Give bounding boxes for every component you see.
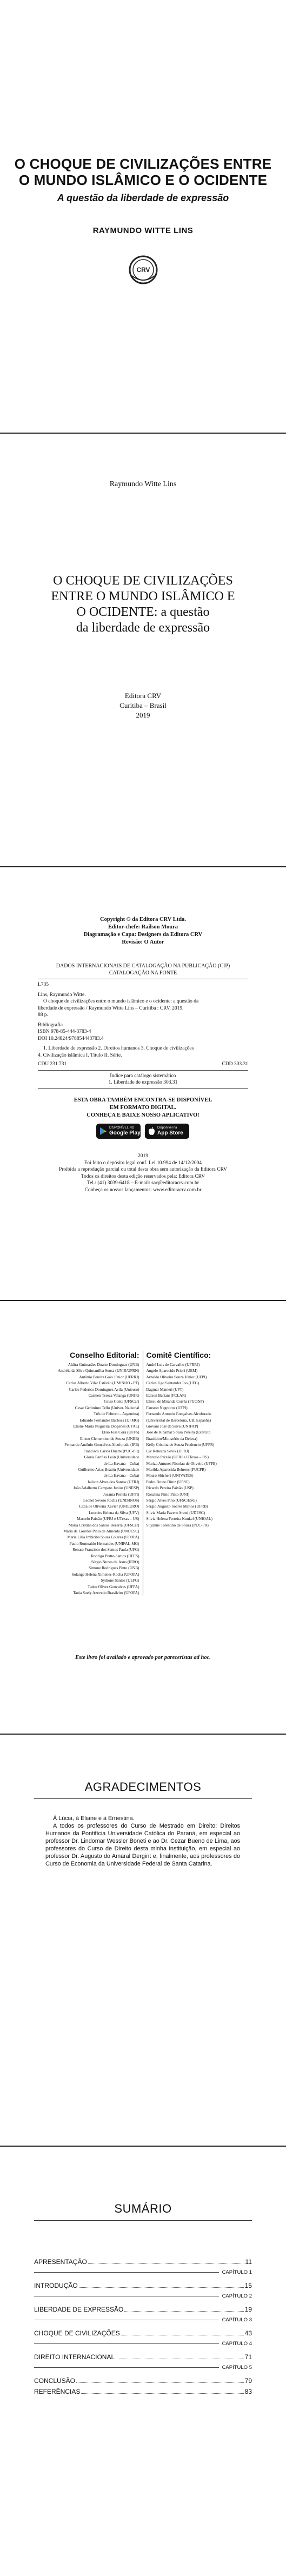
- toc-entry[interactable]: [34, 2326, 252, 2337]
- toc-chapter-divider: [34, 2289, 252, 2302]
- council-member: Carmen Tereza Velanga (UNIR): [88, 1393, 139, 1398]
- council-member: Tania Suely Azevedo Brasileiro (UFOPA): [73, 1590, 139, 1596]
- council-member: Ricardo Pereira Paixão (USP): [146, 1485, 194, 1491]
- title-page: [0, 434, 286, 866]
- title-rule: [34, 1798, 252, 1799]
- toc-chapter-divider: [34, 2361, 252, 2374]
- council-member: Lourdes Helena da Silva (UFV): [89, 1510, 139, 1515]
- council-member: Solange Helena Ximenes-Rocha (UFOPA): [71, 1571, 139, 1577]
- council-member: de La Havana – Cuba): [103, 1460, 139, 1466]
- council-member: Arnaldo Oliveira Souza Júnior (UFPI): [146, 1374, 207, 1379]
- toc-entry[interactable]: [34, 2255, 252, 2266]
- google-play-small: DISPONÍVEL NO: [109, 1126, 135, 1130]
- council-member: Mauro Sbicheri (UNIVATES): [146, 1473, 194, 1478]
- publisher-name: Editora CRV: [124, 692, 162, 700]
- cip-catalog-box: [38, 962, 248, 1091]
- chapter-rule: [34, 2272, 219, 2273]
- acknowledgements-page: [0, 1735, 286, 2146]
- chapter-number: CAPÍTULO 4: [222, 2340, 252, 2347]
- toc-leader-dots: [124, 2311, 243, 2312]
- council-member: Três de Febrero – Argentina): [94, 1411, 139, 1417]
- editorial-council: [32, 1351, 143, 1596]
- toc-entry[interactable]: [34, 2279, 252, 2289]
- cip-class-row: [38, 1061, 248, 1068]
- catalog-year: 2019: [138, 1153, 148, 1159]
- toc-entry[interactable]: [34, 2302, 252, 2313]
- council-member: Elione Maria Nogueira Diogenes (UFAL): [73, 1424, 139, 1429]
- council-member: Maria Lília Imbiriba Sousa Colares (UFOPA): [67, 1535, 139, 1540]
- cip-cdd: CDD 303.31: [222, 1061, 248, 1067]
- cover-title: [0, 156, 286, 188]
- website-line: Conheça os nossos lançamentos: www.editoracrv.com.br: [84, 1187, 202, 1193]
- title-line-4: da liberdade de expressão: [76, 621, 210, 635]
- scientific-committee: [143, 1351, 254, 1596]
- council-member: Fauston Negreiros (UFPI): [146, 1405, 188, 1410]
- toc-leader-dots: [88, 2263, 244, 2264]
- council-member: Élsio José Corá (UFFS): [101, 1430, 139, 1435]
- review-label: Revisão:: [122, 939, 143, 945]
- publisher-city: Curitiba – Brasil: [119, 701, 167, 709]
- toc-entry-page: 79: [244, 2377, 252, 2385]
- cip-entry-line: O choque de civilizações entre o mundo islâmico e o ocidente: a questão da: [43, 999, 199, 1004]
- toc-entry-page: 19: [244, 2306, 252, 2313]
- toc-entry-label: INTRODUÇÃO: [34, 2282, 78, 2289]
- title-line-2: ENTRE O MUNDO ISLÂMICO E: [51, 589, 235, 603]
- council-member: Simone Rodrigues Pinto (UNB): [89, 1565, 139, 1571]
- chapter-rule: [34, 2367, 219, 2368]
- layout-credit: Designers da Editora CRV: [137, 932, 203, 938]
- cip-bibliography: Bibliografia: [38, 1022, 63, 1028]
- app-store-small: Disponível na: [157, 1126, 177, 1130]
- council-member: Sérgio Nunes de Jesus (IFRO): [91, 1559, 139, 1564]
- council-member: Paulo Romualdo Hernandes (UNIFAL-MG): [69, 1541, 139, 1546]
- council-member: Rodrigo Pratte-Santos (UFES): [91, 1553, 139, 1558]
- council-member: Sérgio Alves Pino (UFSC/ESG): [146, 1497, 197, 1503]
- council-member: Sydione Santos (UEPG): [101, 1578, 139, 1583]
- cip-doi: DOI 10.24824/978854443783.4: [38, 1035, 104, 1041]
- toc-entry-label: REFERÊNCIAS: [34, 2388, 81, 2395]
- council-member: Brasileiro/Ministério da Defesa): [146, 1436, 197, 1441]
- chapter-number: CAPÍTULO 2: [222, 2293, 252, 2299]
- toc-entry-page: 43: [244, 2329, 252, 2337]
- google-play-button[interactable]: [96, 1124, 141, 1139]
- cip-header: DADOS INTERNACIONAIS DE CATALOGAÇÃO NA PUBLICAÇÃO (CIP) CATALOGAÇÃO NA FONTE: [56, 963, 230, 976]
- ack-paragraph: À Lúcia, à Eliane e à Ernestina.: [53, 1815, 135, 1822]
- chapter-number: CAPÍTULO 5: [222, 2364, 252, 2371]
- toc-entry-page: 71: [244, 2353, 252, 2361]
- legal-block: 2019 Foi feito o depósito legal conf. Lei 10.994 de 14/12/2004 Proibida a reprodução parcial ou total desta obra sem autorização da Editora CRV Todos os direitos desta edição reservados pela: Editora CRV Tel.: (41) 3039-6418 – E-mail: sac@editoracrv.com.br Conheça os nossos lançamentos: www.editoracrv.com.br: [0, 1153, 286, 1193]
- council-member: João Adalberto Campato Junior (UNESP): [73, 1485, 139, 1491]
- toc-leader-dots: [76, 2382, 244, 2383]
- council-member: Marcelo Paixão (UFRJ e UTexas – US): [77, 1516, 139, 1522]
- cip-rule: [38, 1088, 248, 1089]
- council-member: Jailson Alves dos Santos (UFRJ): [87, 1479, 139, 1484]
- toc-chapter-divider: [34, 2337, 252, 2350]
- cip-rule: [38, 1070, 248, 1071]
- toc-entry-label: LIBERDADE DE EXPRESSÃO: [34, 2306, 124, 2313]
- google-play-label: Google Play: [109, 1130, 141, 1136]
- council-member: Angelo Aparecido Priori (UEM): [146, 1368, 198, 1373]
- chief-editor-label: Editor-chefe:: [108, 924, 141, 930]
- council-member: Marcelo Paixão (UFRJ e UTexas – US): [146, 1455, 209, 1460]
- contact-line: Tel.: (41) 3039-6418 – E-mail: sac@editoracrv.com.br: [87, 1180, 199, 1186]
- scientific-list: [147, 1362, 254, 1528]
- scientific-committee-title: Comitê Científico:: [146, 1351, 211, 1359]
- cip-index: Índice para catálogo sistemático 1. Liberdade de expressão 303.31: [108, 1073, 178, 1085]
- council-member: Celso Conti (UFSCar): [104, 1399, 139, 1404]
- peer-review-note: Este livro foi avaliado e aprovado por pareceristas ad hoc.: [75, 1655, 211, 1661]
- toc-entry-label: DIREITO INTERNACIONAL: [34, 2353, 115, 2361]
- toc-chapter-divider: [34, 2266, 252, 2279]
- toc-leader-dots: [79, 2287, 244, 2288]
- toc-entry-page: 11: [245, 2258, 252, 2266]
- cip-body: [38, 981, 248, 1068]
- cip-subjects: 4. Civilização islâmica I. Título II. Série.: [38, 1052, 122, 1058]
- toc-entry[interactable]: [34, 2350, 252, 2361]
- cip-cdu: CDU 231.731: [38, 1061, 67, 1067]
- council-member: Sergio Augusto Soares Mattos (UFRB): [146, 1504, 208, 1509]
- crv-logo-text: CRV: [136, 266, 150, 274]
- review-credit: O Autor: [144, 939, 164, 945]
- toc-entry-label: CHOQUE DE CIVILIZAÇÕES: [34, 2329, 120, 2337]
- cip-subjects: 1. Liberdade de expressão 2. Direitos humanos 3. Choque de civilizações: [43, 1046, 194, 1051]
- council-member: Leonel Severo Rocha (UNISINOS): [83, 1497, 139, 1503]
- cip-entry-line: liberdade de expressão / Raymundo Witte Lins – Curitiba : CRV, 2019.: [38, 1005, 184, 1011]
- chapter-rule: [34, 2343, 219, 2344]
- council-member: Antônio Pereira Gaio Júnior (UFRRJ): [79, 1374, 139, 1379]
- council-member: Carlos Alberto Vilar Estêvão (UMINHO - PT): [66, 1380, 139, 1386]
- council-member: Elizeu Clementino de Souza (UNEB): [80, 1436, 139, 1441]
- cip-entry-name: Lins, Raymundo Witte.: [38, 992, 86, 998]
- council-member: Pedro Bruno Diniz (UFSC): [146, 1479, 190, 1484]
- cover-subtitle: A questão da liberdade de expressão: [57, 192, 229, 203]
- acknowledgements-title: AGRADECIMENTOS: [84, 1780, 202, 1794]
- council-columns: [32, 1351, 254, 1596]
- cip-code: L735: [38, 982, 49, 987]
- copyright-text: Copyright © da Editora CRV Ltda.: [100, 917, 186, 922]
- toc-entry-page: 15: [244, 2282, 252, 2289]
- council-member: Liv Rebecca Sovik (UFRJ): [146, 1448, 189, 1453]
- title-page-title: [0, 573, 286, 636]
- summary-page: [0, 2147, 286, 2576]
- council-member: Giovani José da Silva (UNIFAP): [146, 1424, 198, 1429]
- council-member: Dagmar Manieri (UFT): [146, 1386, 184, 1392]
- council-member: Kelly Cristina de Souza Prudencio (UFPR): [146, 1442, 215, 1448]
- council-member: Edison Bariani (FCLAR): [146, 1393, 187, 1398]
- crv-logo-icon: [128, 254, 159, 286]
- toc-entry-page: 83: [244, 2388, 252, 2395]
- acknowledgements-body: [45, 1815, 240, 1868]
- council-member: Maria de Lourdes Pinto de Almeida (UNOESC): [63, 1528, 139, 1533]
- council-member: de La Havana – Cuba): [103, 1473, 139, 1478]
- council-member: Elizeu de Miranda Corrêa (PUC/SP): [146, 1399, 204, 1404]
- title-page-author: Raymundo Witte Lins: [109, 480, 177, 488]
- ack-paragraph: A todos os professores do Curso de Mestrado em Direito: Direitos Humanos da Pontifícia Universidade Católica do Paraná, em especial ao professor Dr. Lindomar Wessler Boneti e ao Dr. Cezar Bueno de Lima, aos professores do Curso de Direito desta minha instituição, em especial ao professor Dr. Augusto do Amaral Dergint e, finalmente, aos professores do Curso de Economia da Universidade Federal de Santa Catarina.: [45, 1823, 240, 1867]
- cover-author: RAYMUNDO WITTE LINS: [92, 226, 194, 235]
- council-member: Marilda Aparecida Behrens (PUCPR): [146, 1466, 206, 1472]
- council-member: Rosalina Pinto Pinto (UNI): [146, 1491, 190, 1497]
- council-member: Gloria Fariñas León (Universidade: [84, 1455, 139, 1460]
- chapter-number: CAPÍTULO 1: [222, 2269, 252, 2275]
- cover-title-line-2: O MUNDO ISLÂMICO E O OCIDENTE: [18, 172, 268, 188]
- council-member: Tadeu Oliver Gonçalves (UFPA): [88, 1584, 139, 1589]
- council-member: Eduardo Fernandes Barbosa (UFMG): [79, 1417, 139, 1423]
- council-member: Guillermo Arias Beatón (Universidade: [78, 1466, 139, 1472]
- editorial-council-title: Conselho Editorial:: [70, 1351, 139, 1359]
- app-store-label: App Store: [157, 1130, 183, 1136]
- council-page: [0, 1301, 286, 1734]
- council-member: Carlos Federico Dominguez Avila (Unieuro): [69, 1386, 139, 1392]
- chief-editor: Railson Moura: [141, 924, 178, 930]
- council-member: Fernando Antônio Gonçalves Alcoforado (IPB): [64, 1442, 139, 1448]
- layout-label: Diagramação e Capa:: [83, 932, 137, 938]
- cip-isbn: ISBN 978-85-444-3783-4: [38, 1029, 91, 1034]
- cover-page: [0, 0, 286, 433]
- council-member: Josania Portela (UFPI): [103, 1491, 139, 1497]
- council-member: Silvia Helena Ferreira Kunkel (UNIOAL): [146, 1516, 212, 1522]
- council-member: Francisco Carlos Duarte (PUC-PR): [83, 1448, 139, 1453]
- toc-entry[interactable]: [34, 2385, 252, 2395]
- title-line-1: O CHOQUE DE CIVILIZAÇÕES: [53, 574, 233, 588]
- council-member: Lídia de Oliveira Xavier (UNIEURO): [79, 1504, 139, 1509]
- title-page-publisher: [0, 691, 286, 720]
- google-play-icon: [99, 1127, 107, 1136]
- council-member: Suyanne Tolentino de Souza (PUC-PR): [146, 1522, 209, 1528]
- council-member: José de Ribamar Sousa Pereira (Exército: [146, 1430, 211, 1435]
- council-member: Renato Francisco dos Santos Paula (UFG): [72, 1547, 139, 1552]
- copyright-block: [0, 916, 286, 946]
- toc-entry[interactable]: [34, 2374, 252, 2385]
- council-member: Fernando Antonio Gonçalves Alcoforado: [146, 1411, 211, 1417]
- council-member: Maria Cristina dos Santos Bezerra (UFSCar): [68, 1522, 139, 1528]
- app-store-badges: [96, 1124, 189, 1140]
- apple-icon: [148, 1127, 155, 1136]
- chapter-number: CAPÍTULO 3: [222, 2316, 252, 2323]
- toc-leader-dots: [81, 2393, 243, 2394]
- title-rule: [34, 2220, 252, 2221]
- council-member: Andréia da Silva Quintanilha Sousa (UNIR/UFRN): [57, 1368, 139, 1373]
- toc-entry-label: APRESENTAÇÃO: [34, 2258, 87, 2266]
- toc-chapter-divider: [34, 2313, 252, 2326]
- table-of-contents: [34, 2255, 252, 2395]
- cip-entry-line: 88 p.: [38, 1012, 48, 1018]
- app-store-button[interactable]: [145, 1124, 189, 1139]
- council-member: Silvia Maria Favero Arend (UDESC): [146, 1510, 205, 1515]
- publication-year: 2019: [136, 711, 150, 719]
- council-member: (Universitat de Barcelona, UB, Espanha): [146, 1417, 211, 1423]
- cover-title-line-1: O CHOQUE DE CIVILIZAÇÕES ENTRE: [14, 156, 272, 172]
- council-member: Aldira Guimarães Duarte Domínguez (UNB): [68, 1362, 139, 1367]
- title-line-3: O OCIDENTE: a questão: [76, 605, 210, 619]
- catalog-page: [0, 867, 286, 1300]
- council-member: André Luis de Carvalho (UFRRJ): [146, 1362, 200, 1367]
- toc-entry-label: CONCLUSÃO: [34, 2377, 76, 2385]
- council-member: Cesar Gerónimo Tello (Univer. Nacional: [75, 1405, 139, 1410]
- council-member: Mariza Antunes Nicolau de Oliveira (UFPE): [146, 1460, 217, 1466]
- council-member: Carlos Ugo Santander Joo (UFG): [146, 1380, 199, 1386]
- summary-title: SUMÁRIO: [114, 2202, 172, 2215]
- digital-availability-text: ESTA OBRA TAMBÉM ENCONTRA-SE DISPONÍVEL EM FORMATO DIGITAL. CONHEÇA E BAIXE NOSSO APLICATIVO!: [74, 1097, 212, 1118]
- editorial-list: [32, 1362, 139, 1596]
